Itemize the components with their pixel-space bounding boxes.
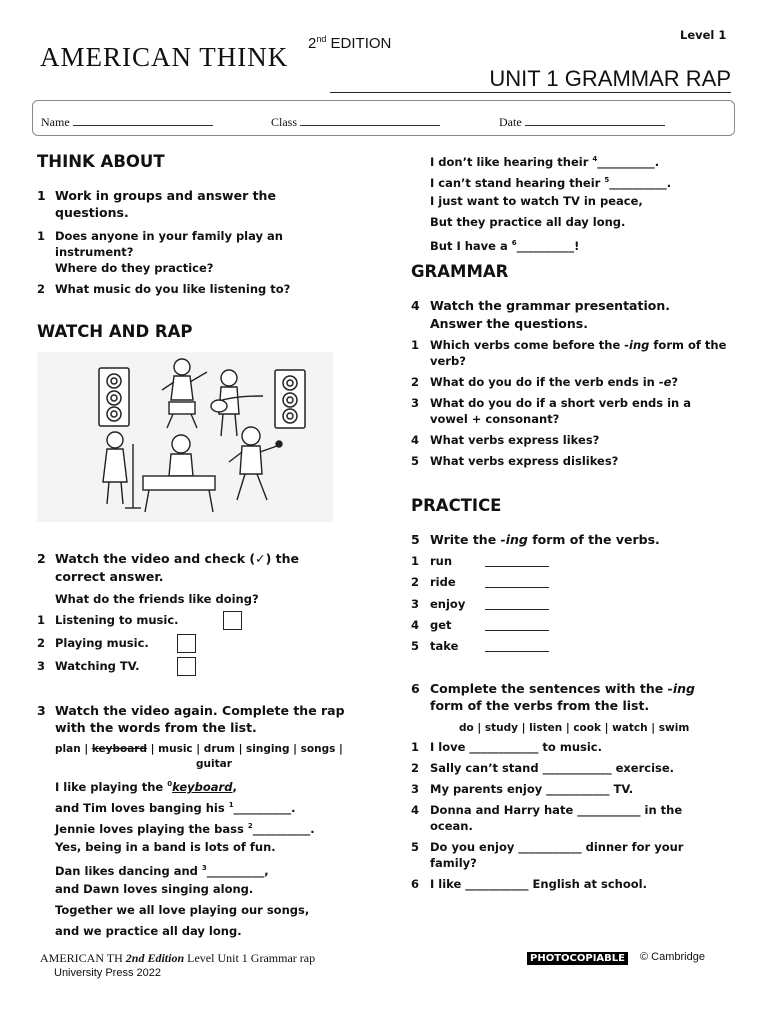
rap-word-list xyxy=(55,741,343,757)
verb-number: 5 xyxy=(411,639,420,653)
instruction-part: Complete the sentences with the xyxy=(430,681,668,696)
rap-word-list-end: guitar xyxy=(196,758,232,770)
question-text: vowel + consonant? xyxy=(430,412,560,426)
verb-number: 3 xyxy=(411,597,420,611)
question-number: 3 xyxy=(411,396,420,410)
name-line xyxy=(73,115,213,126)
photocopiable-badge: PHOTOCOPIABLE xyxy=(527,952,628,965)
question-text-part: What do you do if the verb ends in xyxy=(430,375,659,389)
footer-edition: 2nd Edition xyxy=(125,951,185,965)
rap-text: But I have a xyxy=(430,238,512,253)
sentence-number: 4 xyxy=(411,803,420,817)
student-info-box xyxy=(32,100,735,136)
example-answer: keyboard xyxy=(172,779,233,794)
rap-line: and we practice all day long. xyxy=(55,924,242,938)
question-text xyxy=(430,337,726,353)
verb-number: 1 xyxy=(411,554,420,568)
verb-text: ride xyxy=(430,575,456,589)
task-6-line1 xyxy=(430,680,695,698)
name-field[interactable] xyxy=(41,115,213,130)
question-text: What verbs express likes? xyxy=(430,433,600,447)
rap-line xyxy=(55,776,237,795)
gap-number: 0 xyxy=(167,780,173,788)
gap-number: 4 xyxy=(592,155,598,163)
task-2-question: What do the friends like doing? xyxy=(55,592,259,606)
instruction-italic: -ing xyxy=(500,532,528,547)
edition-number: 2 xyxy=(308,35,317,52)
name-label: Name xyxy=(41,115,70,129)
question-number: 2 xyxy=(411,375,420,389)
question-text: instrument? xyxy=(55,245,134,259)
answer-blank[interactable]: __________! xyxy=(516,238,580,253)
class-line xyxy=(300,115,440,126)
practice-heading: PRACTICE xyxy=(411,496,502,515)
option-text: Listening to music. xyxy=(55,613,179,627)
question-text-italic: -e xyxy=(658,375,672,389)
sentence-text: My parents enjoy ___________ TV. xyxy=(430,782,634,796)
word-list-rest: | music | drum | singing | songs | xyxy=(147,743,343,755)
rap-line xyxy=(55,860,269,879)
question-text-italic: -ing xyxy=(624,338,650,352)
task-6-word-list: do | study | listen | cook | watch | swim xyxy=(459,722,690,734)
verb-text: get xyxy=(430,618,452,632)
sentence-text: Donna and Harry hate ___________ in the xyxy=(430,803,683,817)
verb-answer-blank[interactable] xyxy=(485,640,549,652)
rap-line: and Dawn loves singing along. xyxy=(55,882,254,896)
verb-answer-blank[interactable] xyxy=(485,598,549,610)
watch-and-rap-heading: WATCH AND RAP xyxy=(37,322,193,341)
gap-number: 1 xyxy=(228,801,234,809)
verb-number: 4 xyxy=(411,618,420,632)
option-number: 1 xyxy=(37,613,46,627)
task-4-number: 4 xyxy=(411,298,420,313)
task-6-line2: form of the verbs from the list. xyxy=(430,698,650,713)
sentence-number: 6 xyxy=(411,877,420,891)
question-text-part: ? xyxy=(671,375,679,389)
footer-part: Level Unit 1 Grammar rap xyxy=(184,951,316,965)
footer-text xyxy=(40,951,315,966)
task-1-line1: Work in groups and answer the xyxy=(55,188,276,203)
sentence-text: Sally can’t stand ____________ exercise. xyxy=(430,761,675,775)
rap-line xyxy=(430,151,659,170)
sentence-text: I like ___________ English at school. xyxy=(430,877,647,891)
task-3-line1: Watch the video again. Complete the rap xyxy=(55,703,345,718)
copyright-text: © Cambridge xyxy=(640,951,705,963)
verb-answer-blank[interactable] xyxy=(485,555,549,567)
sentence-text: Do you enjoy ___________ dinner for your xyxy=(430,840,684,854)
edition-text: EDITION xyxy=(326,35,392,52)
verb-answer-blank[interactable] xyxy=(485,576,549,588)
sentence-text: I love ____________ to music. xyxy=(430,740,602,754)
verb-text: run xyxy=(430,554,453,568)
verb-answer-blank[interactable] xyxy=(485,619,549,631)
date-line xyxy=(525,115,665,126)
task-5-instruction xyxy=(430,531,660,549)
task-2-line1: Watch the video and check (✓) the xyxy=(55,551,300,566)
unit-title: UNIT 1 GRAMMAR RAP xyxy=(330,66,731,93)
task-3-line2: with the words from the list. xyxy=(55,720,257,735)
sentence-number: 3 xyxy=(411,782,420,796)
question-number: 4 xyxy=(411,433,420,447)
instruction-part: form of the verbs. xyxy=(527,532,660,547)
question-number: 2 xyxy=(37,282,46,296)
class-field[interactable] xyxy=(271,115,440,130)
sentence-text: ocean. xyxy=(430,819,473,833)
rap-line xyxy=(55,797,295,816)
gap-number: 3 xyxy=(201,864,207,872)
rap-text: I like playing the xyxy=(55,779,168,794)
task-5-number: 5 xyxy=(411,532,420,547)
gap-number: 5 xyxy=(604,176,610,184)
task-1-line2: questions. xyxy=(55,205,129,220)
task-2-number: 2 xyxy=(37,551,46,566)
question-text: What verbs express dislikes? xyxy=(430,454,619,468)
answer-blank[interactable]: __________. xyxy=(597,154,660,169)
speaker-icon xyxy=(99,368,129,426)
option-text: Watching TV. xyxy=(55,659,140,673)
level-label: Level 1 xyxy=(680,28,727,42)
question-text: verb? xyxy=(430,354,466,368)
sentence-text: family? xyxy=(430,856,477,870)
question-number: 5 xyxy=(411,454,420,468)
gap-number: 6 xyxy=(511,239,517,247)
option-number: 3 xyxy=(37,659,46,673)
answer-checkbox[interactable] xyxy=(177,657,196,676)
option-number: 2 xyxy=(37,636,46,650)
rap-text: , xyxy=(232,779,237,794)
footer-publisher: University Press 2022 xyxy=(54,967,161,979)
task-2-line2: correct answer. xyxy=(55,569,164,584)
answer-checkbox[interactable] xyxy=(177,634,196,653)
instruction-italic: -ing xyxy=(667,681,695,696)
instruction-part: Write the xyxy=(430,532,501,547)
rap-line xyxy=(430,235,579,254)
question-text xyxy=(430,374,678,390)
gap-number: 2 xyxy=(247,822,253,830)
question-text: What do you do if a short verb ends in a xyxy=(430,396,691,410)
rap-line xyxy=(430,172,671,191)
date-label: Date xyxy=(499,115,522,129)
rap-text: I can’t stand hearing their xyxy=(430,175,605,190)
task-1-number: 1 xyxy=(37,188,46,203)
task-6-number: 6 xyxy=(411,681,420,696)
verb-text: enjoy xyxy=(430,597,466,611)
verb-number: 2 xyxy=(411,575,420,589)
question-number: 1 xyxy=(37,229,46,243)
question-text: What music do you like listening to? xyxy=(55,282,291,296)
question-text-part: form of the xyxy=(649,338,727,352)
verb-text: take xyxy=(430,639,459,653)
band-illustration xyxy=(37,352,333,522)
sentence-number: 5 xyxy=(411,840,420,854)
task-3-number: 3 xyxy=(37,703,46,718)
footer-part: AMERICAN TH xyxy=(40,951,123,965)
rap-line: Together we all love playing our songs, xyxy=(55,903,310,917)
word-list-start: plan | xyxy=(55,743,92,755)
speaker-icon xyxy=(275,370,305,428)
think-about-heading: THINK ABOUT xyxy=(37,152,165,171)
answer-blank[interactable]: __________. xyxy=(609,175,672,190)
brand-title: AMERICAN THINK xyxy=(40,42,289,72)
rap-line xyxy=(55,818,315,837)
answer-blank[interactable]: __________. xyxy=(252,821,315,836)
grammar-heading: GRAMMAR xyxy=(411,262,509,281)
question-text: Where do they practice? xyxy=(55,261,214,275)
date-field[interactable] xyxy=(499,115,665,130)
answer-blank[interactable]: __________, xyxy=(206,863,269,878)
class-label: Class xyxy=(271,115,298,129)
rap-line: Yes, being in a band is lots of fun. xyxy=(55,840,276,854)
struck-example-word: keyboard xyxy=(91,743,148,755)
answer-checkbox[interactable] xyxy=(223,611,242,630)
rap-text: Dan likes dancing and xyxy=(55,863,202,878)
edition-ordinal: nd xyxy=(316,34,327,44)
rap-text: Jennie loves playing the bass xyxy=(55,821,248,836)
edition-label xyxy=(308,34,391,52)
task-4-line1: Watch the grammar presentation. xyxy=(430,298,670,313)
rap-line: But they practice all day long. xyxy=(430,215,626,229)
question-text: Does anyone in your family play an xyxy=(55,229,283,243)
sentence-number: 2 xyxy=(411,761,420,775)
rap-text: I don’t like hearing their xyxy=(430,154,593,169)
rap-line: I just want to watch TV in peace, xyxy=(430,194,643,208)
sentence-number: 1 xyxy=(411,740,420,754)
rap-text: and Tim loves banging his xyxy=(55,800,229,815)
question-text-part: Which verbs come before the xyxy=(430,338,625,352)
option-text: Playing music. xyxy=(55,636,149,650)
answer-blank[interactable]: __________. xyxy=(233,800,296,815)
question-number: 1 xyxy=(411,338,420,352)
task-4-line2: Answer the questions. xyxy=(430,316,588,331)
